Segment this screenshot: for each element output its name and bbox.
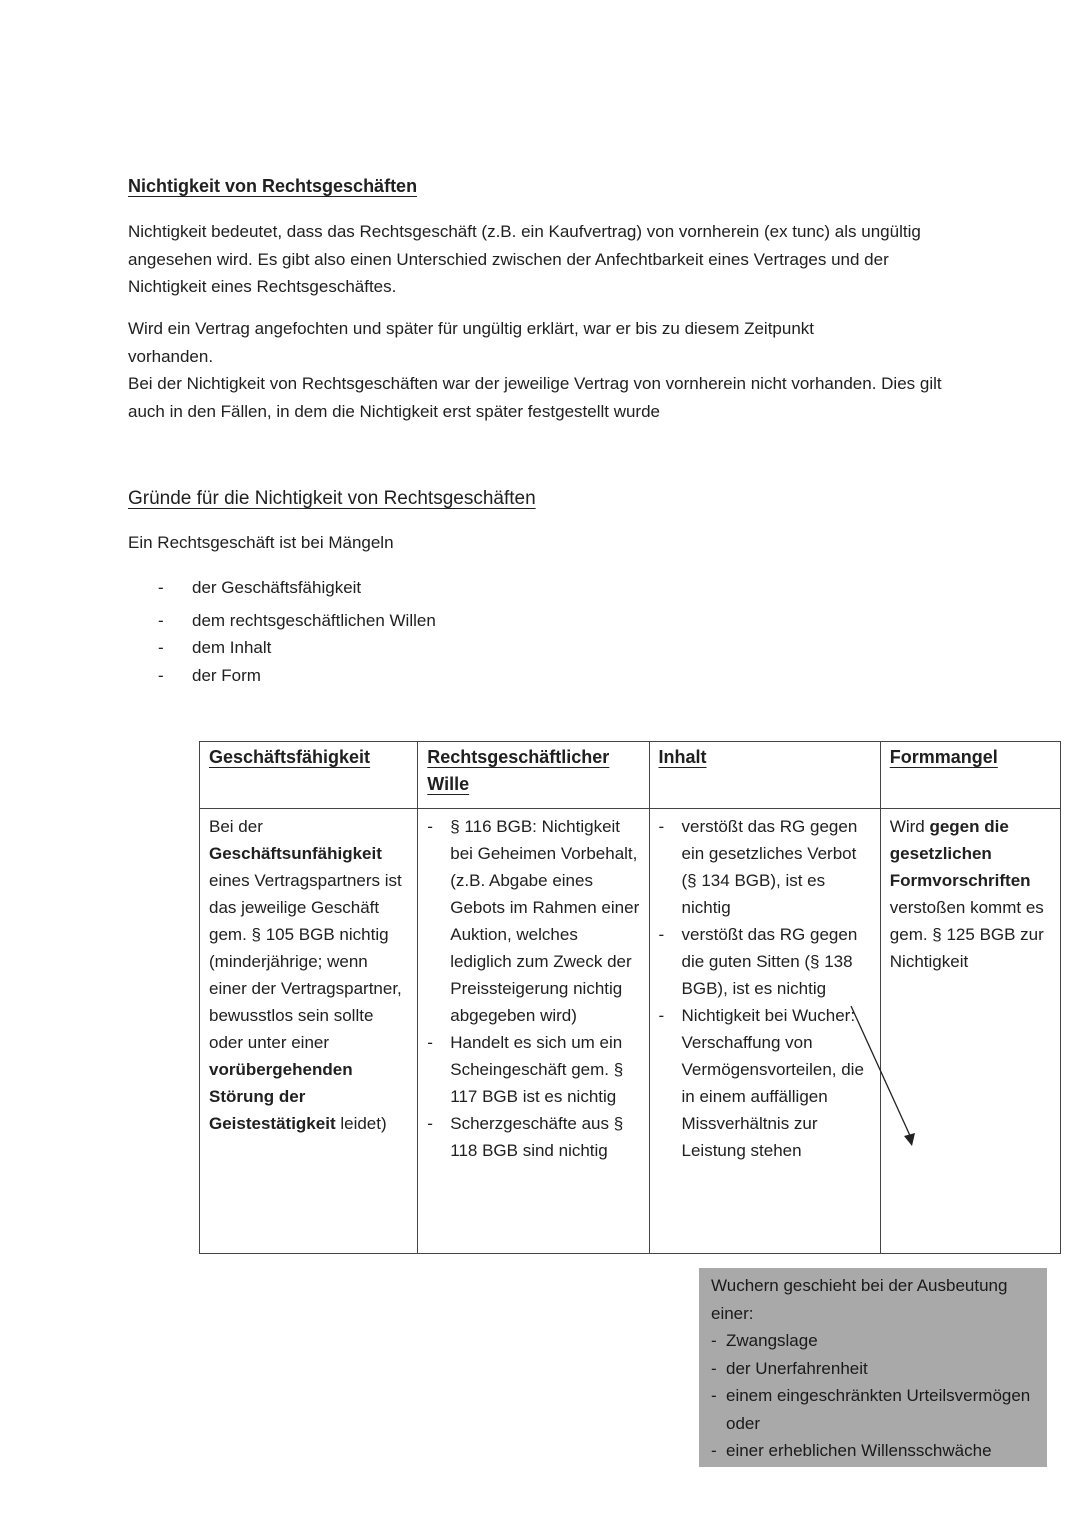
header-formmangel: Formmangel [880,742,1060,809]
list-item: - einer erheblichen Willensschwäche [711,1437,1035,1465]
intro-paragraph-1: Nichtigkeit bedeutet, dass das Rechtsgeschäft (z.B. ein Kaufvertrag) von vornherein (ex tunc) als ungültig angesehen wird. Es gibt also einen Unterschied zwischen der Anfechtbarkeit eines Vertrages und der Nichtigkeit eines Rechtsgeschäftes. [128,222,921,296]
list-item: - der Geschäftsfähigkeit [150,574,436,602]
list-item: - Nichtigkeit bei Wucher: Verschaffung von Vermögensvorteilen, die in einem auffälligen Missverhältnis zur Leistung stehen [666,1002,871,1164]
intro-paragraph-2b: Bei der Nichtigkeit von Rechtsgeschäften war der jeweilige Vertrag von vornherein nicht vorhanden. Dies gilt auch in den Fällen, in dem die Nichtigkeit erst später festgestellt wurde [128,374,942,421]
list-item: - dem Inhalt [150,634,436,662]
list-item: - der Form [150,662,436,690]
cell-geschaeftsfaehigkeit: Bei der Geschäftsunfähigkeit eines Vertragspartners ist das jeweilige Geschäft gem. § 105 BGB nichtig (minderjährige; wenn einer der Vertragspartner, bewusstlos sein sollte oder unter einer vorübergehenden Störung der Geistestätigkeit leidet) [200,809,418,1254]
note-intro: Wuchern geschieht bei der Ausbeutung einer: [711,1276,1008,1323]
list-intro: Ein Rechtsgeschäft ist bei Mängeln [128,533,394,552]
header-geschaeftsfaehigkeit: Geschäftsfähigkeit [200,742,418,809]
note-list [711,1327,1035,1465]
list-item: - verstößt das RG gegen ein gesetzliches Verbot (§ 134 BGB), ist es nichtig [666,813,871,921]
section-heading: Gründe für die Nichtigkeit von Rechtsgeschäften [128,488,536,509]
cell-formmangel: Wird gegen die gesetzlichen Formvorschriften verstoßen kommt es gem. § 125 BGB zur Nichtigkeit [880,809,1060,1254]
list-item: - einem eingeschränkten Urteilsvermögen oder [711,1382,1035,1437]
list-item: - Handelt es sich um ein Scheingeschäft gem. § 117 BGB ist es nichtig [434,1029,639,1110]
intro-paragraph-2a: Wird ein Vertrag angefochten und später für ungültig erklärt, war er bis zu diesem Zeitpunkt vorhanden. [128,319,815,366]
wucher-note-box [699,1268,1047,1467]
page-title: Nichtigkeit von Rechtsgeschäften [128,176,418,196]
list-item: - verstößt das RG gegen die guten Sitten (§ 138 BGB), ist es nichtig [666,921,871,1002]
list-item: - § 116 BGB: Nichtigkeit bei Geheimen Vorbehalt, (z.B. Abgabe eines Gebots im Rahmen einer Auktion, welches lediglich zum Zweck der Preissteigerung nichtig abgegeben wird) [434,813,639,1029]
header-wille: Rechtsgeschäftlicher Wille [418,742,649,809]
list-item: - der Unerfahrenheit [711,1355,1035,1383]
header-inhalt: Inhalt [649,742,880,809]
list-item: - Scherzgeschäfte aus § 118 BGB sind nichtig [434,1110,639,1164]
list-item: - dem rechtsgeschäftlichen Willen [150,607,436,635]
list-item: - Zwangslage [711,1327,1035,1355]
